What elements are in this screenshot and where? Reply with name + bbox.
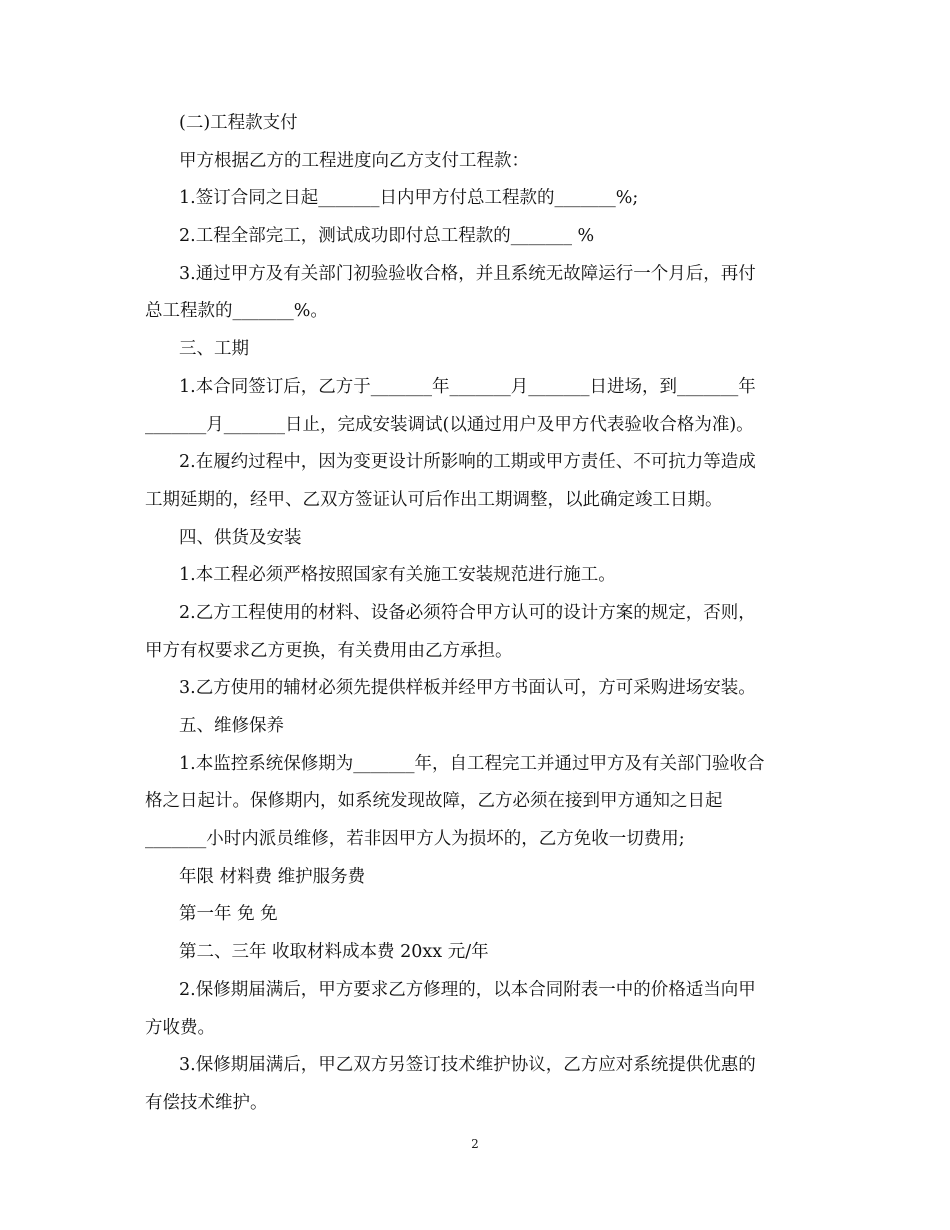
text-line: 有偿技术维护。 — [145, 1092, 268, 1113]
text-line: (二)工程款支付 — [179, 113, 298, 133]
document-body — [145, 112, 810, 1130]
text-line: _______小时内派员维修，若非因甲方人为损坏的，乙方免收一切费用; — [145, 829, 685, 850]
text-line: 工期延期的，经甲、乙双方签证认可后作出工期调整，以此确定竣工日期。 — [145, 489, 723, 510]
text-line: 1.本合同签订后，乙方于_______年_______月_______日进场，到_______年 — [179, 376, 756, 397]
text-line: 1.签订合同之日起_______日内甲方付总工程款的_______%; — [179, 188, 639, 209]
text-line: 3.通过甲方及有关部门初验验收合格，并且系统无故障运行一个月后，再付 — [179, 263, 756, 284]
page-number: 2 — [471, 1137, 479, 1151]
text-line: 1.本监控系统保修期为_______年，自工程完工并通过甲方及有关部门验收合 — [179, 753, 765, 774]
text-line: 第一年 免 免 — [179, 904, 278, 925]
text-line: _______月_______日止，完成安装调试(以通过用户及甲方代表验收合格为准)。 — [145, 414, 754, 435]
text-line: 2.工程全部完工，测试成功即付总工程款的_______ % — [179, 226, 595, 247]
text-line: 总工程款的_______%。 — [145, 301, 328, 322]
text-line: 1.本工程必须严格按照国家有关施工安装规范进行施工。 — [179, 565, 616, 586]
text-line: 五、维修保养 — [179, 716, 284, 736]
text-line: 3.保修期届满后，甲乙双方另签订技术维护协议，乙方应对系统提供优惠的 — [179, 1055, 756, 1076]
text-line: 2.在履约过程中，因为变更设计所影响的工期或甲方责任、不可抗力等造成 — [179, 452, 756, 473]
text-line: 方收费。 — [145, 1017, 215, 1038]
text-line: 3.乙方使用的辅材必须先提供样板并经甲方书面认可，方可采购进场安装。 — [179, 678, 756, 699]
text-line: 格之日起计。保修期内，如系统发现故障，乙方必须在接到甲方通知之日起 — [145, 791, 723, 812]
text-line: 甲方根据乙方的工程进度向乙方支付工程款： — [179, 150, 529, 171]
text-line: 甲方有权要求乙方更换，有关费用由乙方承担。 — [145, 640, 513, 661]
text-line: 第二、三年 收取材料成本费 20xx 元/年 — [179, 942, 489, 963]
text-line: 2.乙方工程使用的材料、设备必须符合甲方认可的设计方案的规定，否则， — [179, 602, 756, 623]
text-line: 三、工期 — [179, 339, 249, 360]
text-line: 2.保修期届满后，甲方要求乙方修理的，以本合同附表一中的价格适当向甲 — [179, 979, 756, 1000]
text-line: 年限 材料费 维护服务费 — [179, 866, 366, 887]
text-line: 四、供货及安装 — [179, 527, 302, 548]
